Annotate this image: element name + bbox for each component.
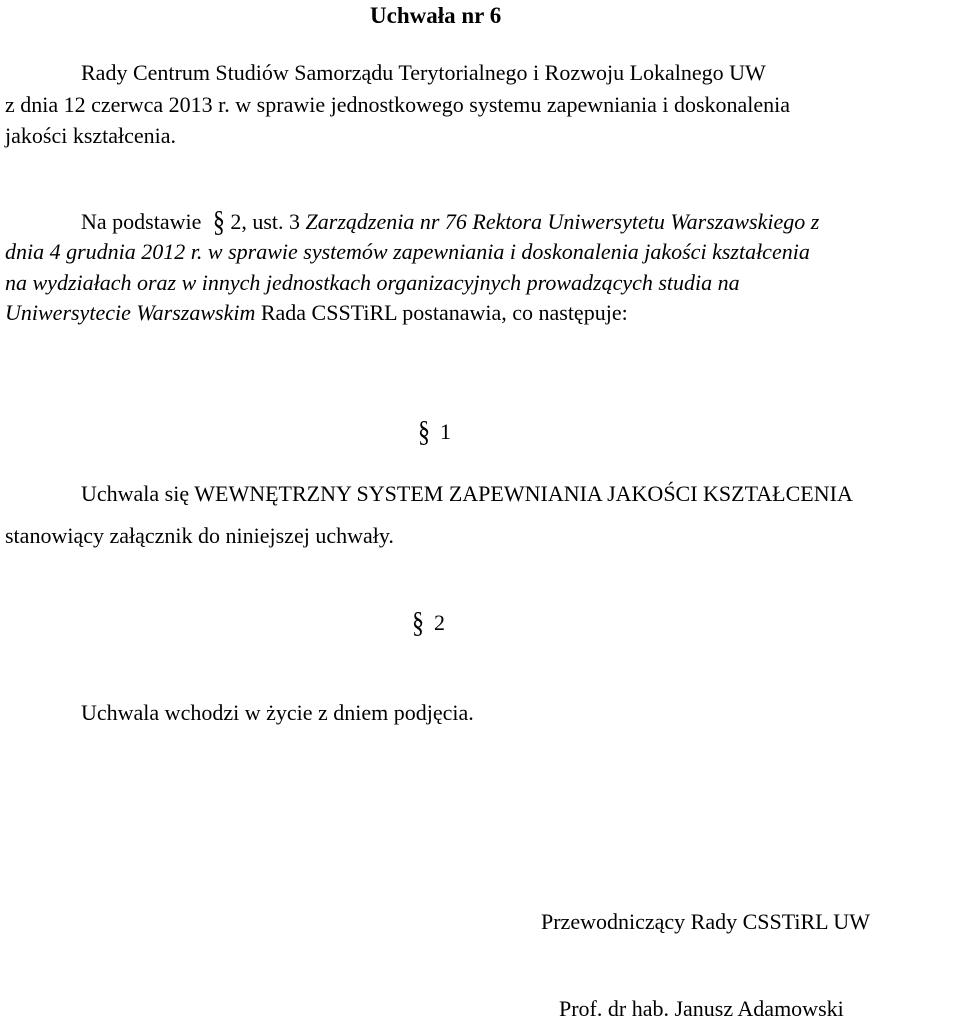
preamble-italic-1: Zarządzenia nr 76 Rektora Uniwersytetu Warszawskiego z [300, 209, 820, 234]
section-number: 1 [440, 419, 451, 444]
preamble-italic-4: Uniwersytecie Warszawskim [5, 300, 256, 325]
section-number: 2 [434, 610, 445, 635]
section-2-heading [412, 606, 445, 640]
date-line-end: jakości kształcenia. [5, 123, 177, 148]
section-sign-icon: § [212, 205, 225, 239]
date-line: z dnia 12 czerwca 2013 r. w sprawie jednostkowego systemu zapewniania i doskonalenia [5, 92, 791, 117]
section-1-heading [418, 415, 451, 449]
section-1-line-1 [81, 483, 853, 505]
preamble-italic-2-rest: w sprawie systemów zapewniania i doskonalenia jakości kształcenia [202, 239, 810, 264]
section-sign-icon: § [412, 606, 424, 640]
preamble-intro: Na podstawie [81, 209, 202, 234]
preamble-line-3: na wydziałach oraz w innych jednostkach organizacyjnych prowadzących studia na [5, 270, 740, 295]
preamble-part1: 2, ust. 3 [224, 209, 301, 234]
section-1-text-a: Uchwala się [81, 481, 195, 506]
preamble-italic-2: dnia 4 grudnia 2012 r. [5, 239, 203, 264]
signature-role: Przewodniczący Rady CSSTiRL UW [541, 909, 870, 934]
section-2-line-1: Uchwala wchodzi w życie z dniem podjęcia. [81, 700, 474, 725]
signature-name: Prof. dr hab. Janusz Adamowski [559, 996, 844, 1021]
preamble-line-2 [5, 241, 810, 263]
preamble-line-1 [81, 205, 820, 239]
section-sign-icon: § [418, 415, 430, 449]
preamble-line-4 [5, 302, 628, 324]
resolution-title: Uchwała nr 6 [370, 3, 502, 28]
preamble-closing: Rada CSSTiRL postanawia, co następuje: [255, 300, 628, 325]
council-line: Rady Centrum Studiów Samorządu Terytorialnego i Rozwoju Lokalnego UW [81, 60, 766, 85]
section-1-text-b: WEWNĘTRZNY SYSTEM ZAPEWNIANIA JAKOŚCI KSZTAŁCENIA [194, 481, 853, 506]
section-1-line-2: stanowiący załącznik do niniejszej uchwały. [5, 523, 394, 548]
